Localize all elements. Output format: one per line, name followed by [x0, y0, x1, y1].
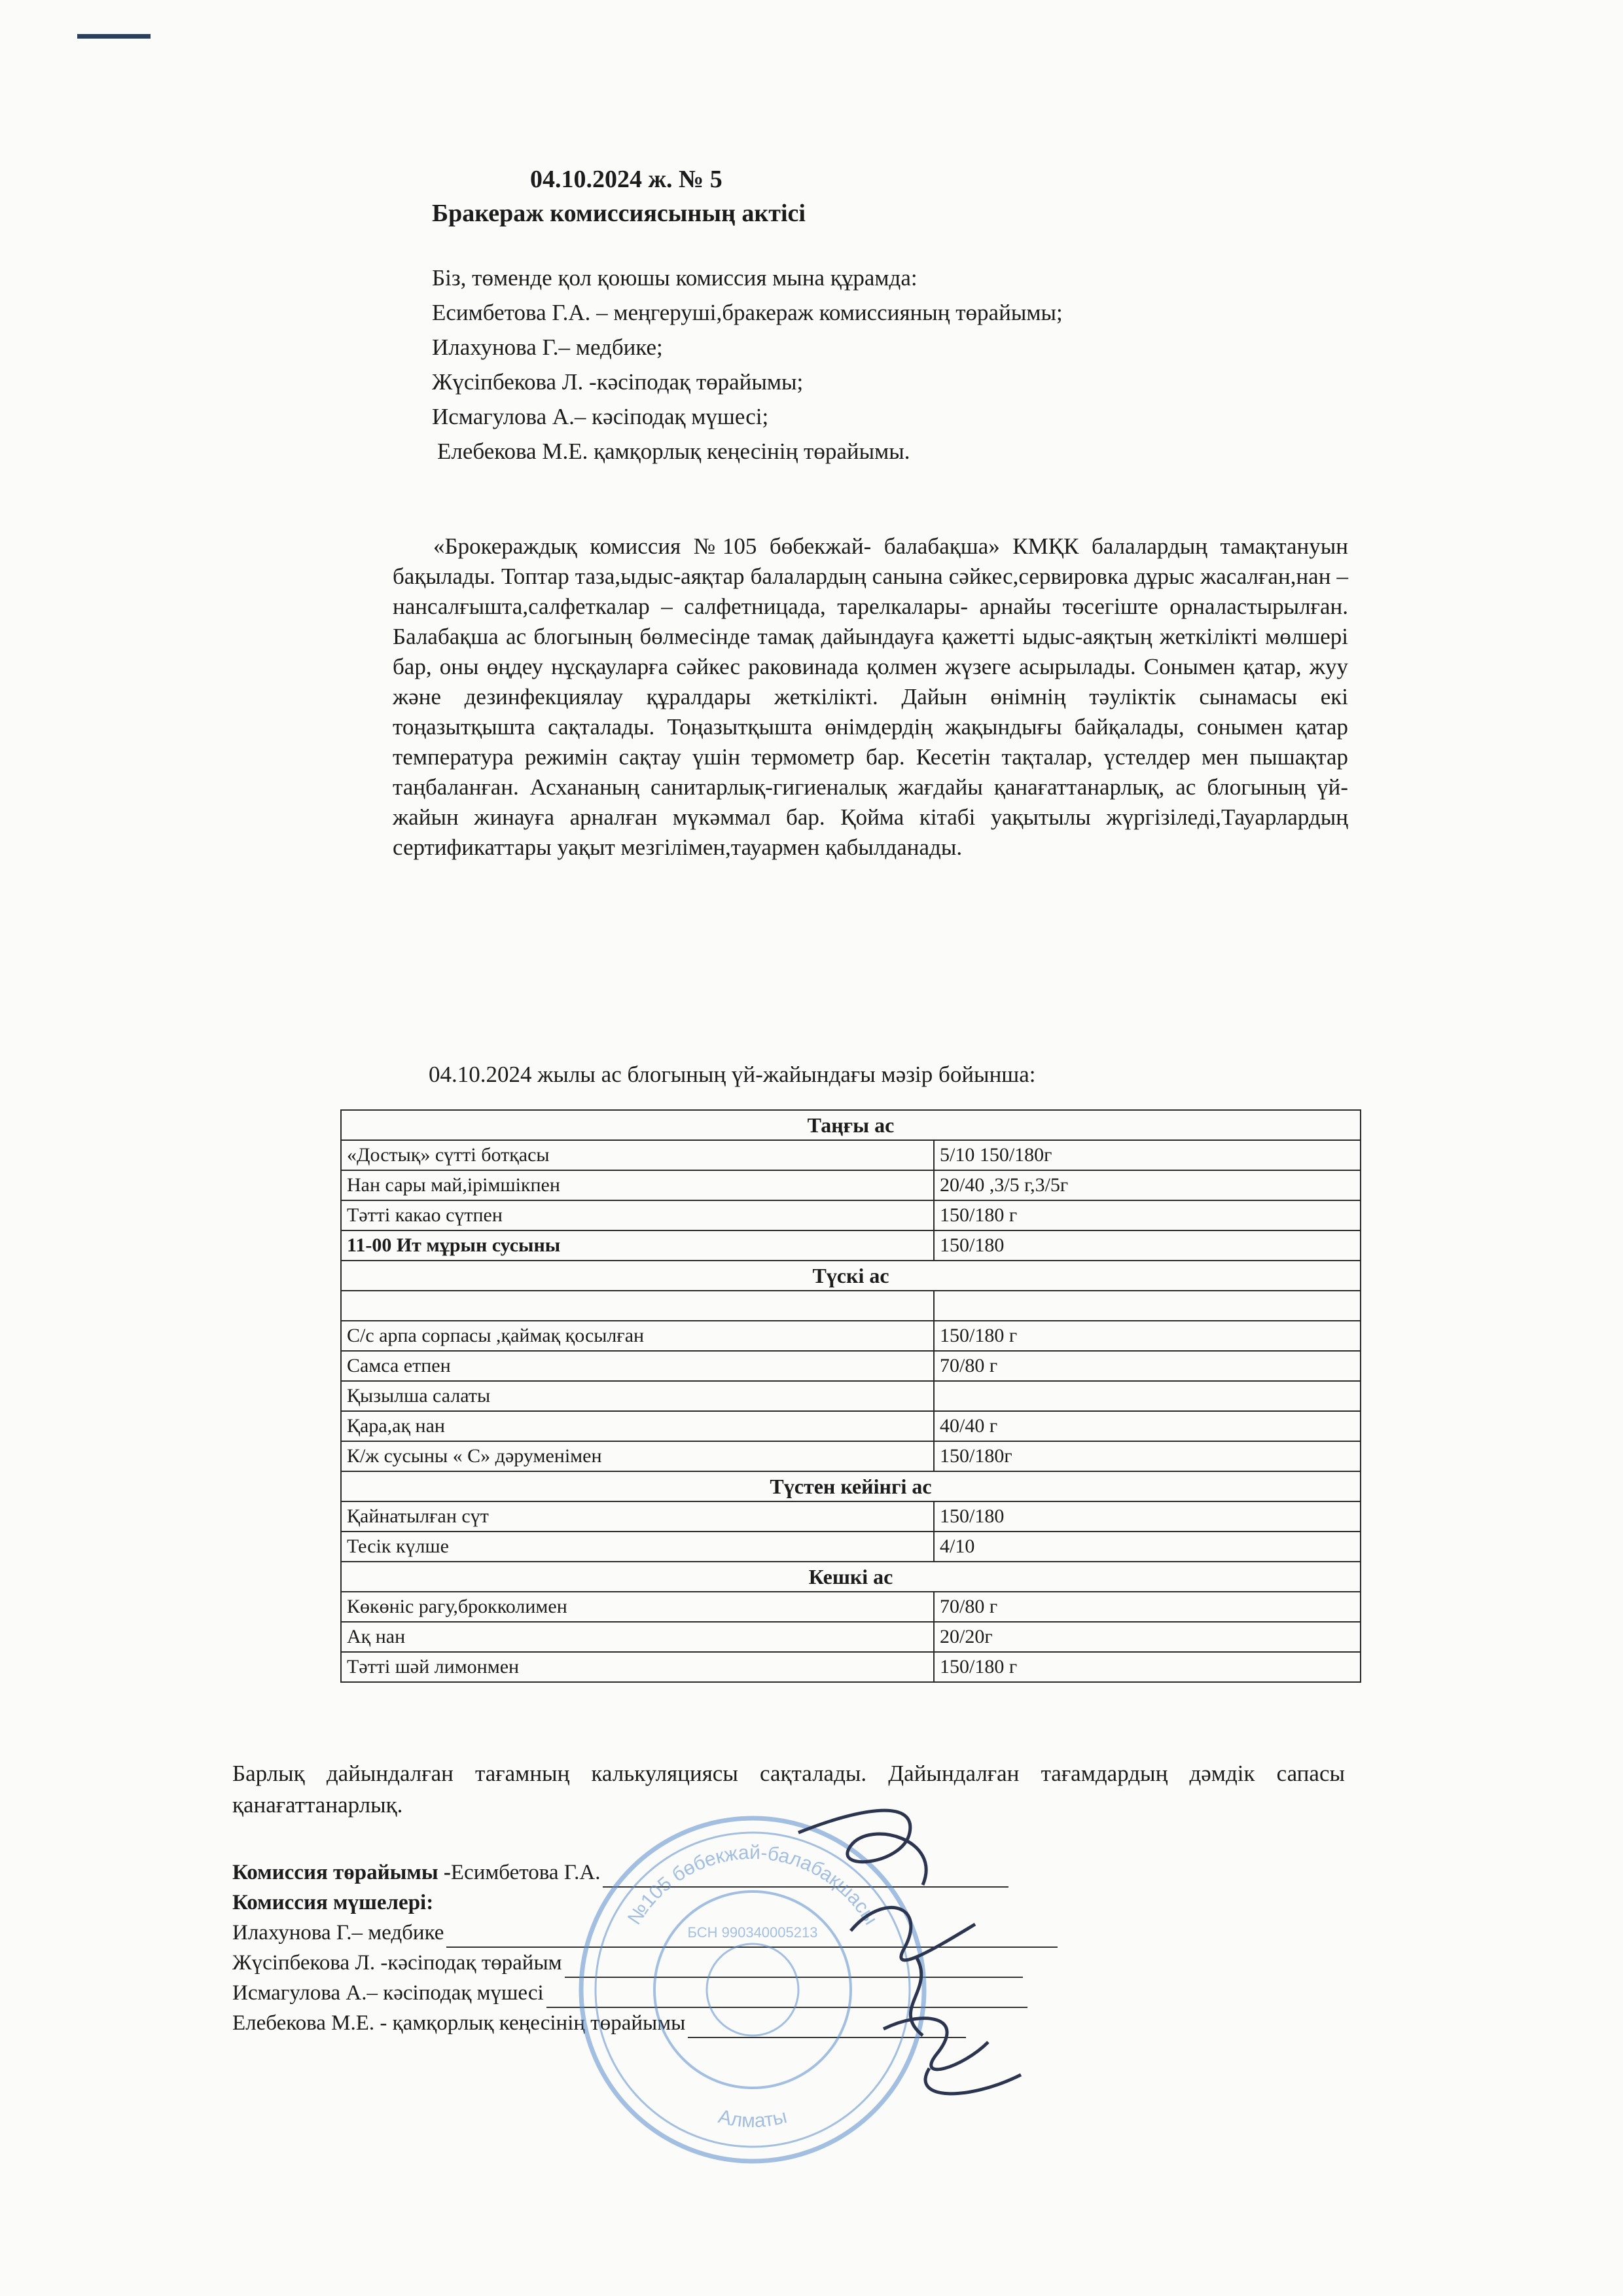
dish-name: 11-00 Ит мұрын сусыны [341, 1230, 934, 1261]
chair-name: Есимбетова Г.А. [450, 1861, 601, 1884]
menu-intro: 04.10.2024 жылы ас блогының үй-жайындағы мәзір бойынша: [429, 1062, 1036, 1087]
commission-member: Жүсіпбекова Л. -кәсіподақ төрайымы; [432, 369, 804, 395]
menu-item-row [341, 1652, 1361, 1682]
dish-name: Нан сары май,ірімшікпен [341, 1170, 934, 1200]
portion-size: 150/180 [934, 1501, 1361, 1532]
menu-item-row [341, 1170, 1361, 1200]
portion-size [934, 1291, 1361, 1321]
handwritten-signature-icon [772, 1793, 1047, 2134]
dish-name: «Достық» сүтті ботқасы [341, 1140, 934, 1170]
portion-size: 70/80 г [934, 1351, 1361, 1381]
portion-size: 20/40 ,3/5 г,3/5г [934, 1170, 1361, 1200]
menu-section-title: Түстен кейінгі ас [341, 1471, 1361, 1501]
menu-item-row [341, 1592, 1361, 1622]
svg-text:БСН 990340005213: БСН 990340005213 [687, 1924, 818, 1941]
member-signature-name: Илахунова Г.– медбике [232, 1921, 444, 1945]
portion-size: 150/180г [934, 1441, 1361, 1471]
commission-member: Есимбетова Г.А. – меңгеруші,бракераж комиссияның төрайымы; [432, 300, 1063, 325]
menu-section-row [341, 1471, 1361, 1501]
date-number-line: 04.10.2024 ж. № 5 [530, 166, 722, 193]
dish-name: Тесік күлше [341, 1532, 934, 1562]
portion-size: 70/80 г [934, 1592, 1361, 1622]
menu-item-row [341, 1291, 1361, 1321]
commission-intro [432, 260, 1063, 469]
chair-label: Комиссия төрайымы - [232, 1861, 451, 1884]
inspection-paragraph: «Брокераждық комиссия №105 бөбекжай- балабақша» КМҚК балалардың тамақтануын бақылады. Топтар таза,ыдыс-аяқтар балалардың санына сәйкес,сервировка дұрыс жасалған,нан –нансалғышта,салфеткалар – салфетницада, тарелкалары- арнайы төсегіште орналастырылған. Балабақша ас блогының бөлмесінде тамақ дайындауға қажетті ыдыс-аяқтың жеткілікті мөлшері бар, оны өңдеу нұсқауларға сәйкес раковинада қолмен жүзеге асырылады. Сонымен қатар, жуу және дезинфекциялау құралдары жеткілікті. Дайын өнімнің тәуліктік сынамасы екі тоңазытқышта сақталады. Тоңазытқышта өнімдердің жақындығы байқалады, сонымен қатар температура режимін сақтау үшін термометр бар. Кесетін тақталар, үстелдер мен пышақтар таңбаланған. Асхананың санитарлық-гигиеналық жағдайы қанағаттанарлық, ас блогының үй-жайын жинауға арналған мүкәммал бар. Қойма кітабі уақытылы жүргізіледі,Тауарлардың сертификаттары уақыт мезгілімен,тауармен қабылданады. [393, 533, 1348, 860]
dish-name: Самса етпен [341, 1351, 934, 1381]
dish-name: К/ж сусыны « С» дәруменімен [341, 1441, 934, 1471]
portion-size: 40/40 г [934, 1411, 1361, 1441]
menu-section-title: Кешкі ас [341, 1562, 1361, 1592]
member-signature-name: Елебекова М.Е. - қамқорлық кеңесінің төрайымы [232, 2011, 686, 2035]
portion-size: 150/180 г [934, 1200, 1361, 1230]
menu-item-row [341, 1140, 1361, 1170]
dish-name: Көкөніс рагу,брокколимен [341, 1592, 934, 1622]
commission-member: Елебекова М.Е. қамқорлық кеңесінің төрайымы. [437, 439, 910, 464]
menu-item-row [341, 1622, 1361, 1652]
svg-text:Алматы: Алматы [716, 2106, 789, 2132]
menu-item-row [341, 1501, 1361, 1532]
menu-section-row [341, 1110, 1361, 1140]
menu-section-title: Таңғы ас [341, 1110, 1361, 1140]
commission-member: Исмагулова А.– кәсіподақ мүшесі; [432, 404, 769, 429]
member-signature-name: Исмагулова А.– кәсіподақ мүшесі [232, 1981, 544, 2005]
dish-name: Ақ нан [341, 1622, 934, 1652]
menu-item-row [341, 1532, 1361, 1562]
menu-item-row [341, 1441, 1361, 1471]
portion-size: 5/10 150/180г [934, 1140, 1361, 1170]
menu-section-row [341, 1562, 1361, 1592]
dish-name: Тәтті какао сүтпен [341, 1200, 934, 1230]
portion-size [934, 1381, 1361, 1411]
portion-size: 150/180 г [934, 1321, 1361, 1351]
dish-name: С/с арпа сорпасы ,қаймақ қосылған [341, 1321, 934, 1351]
dish-name: Қайнатылған сүт [341, 1501, 934, 1532]
menu-section-row [341, 1261, 1361, 1291]
menu-item-row [341, 1381, 1361, 1411]
portion-size: 150/180 [934, 1230, 1361, 1261]
menu-item-row [341, 1351, 1361, 1381]
menu-item-row [341, 1411, 1361, 1441]
menu-item-row [341, 1321, 1361, 1351]
menu-item-row [341, 1230, 1361, 1261]
conclusion-text: Барлық дайындалған тағамның калькуляциясы сақталады. Дайындалған тағамдардың дәмдік сапасы қанағаттанарлық. [232, 1761, 1345, 1818]
members-label: Комиссия мүшелері: [232, 1891, 434, 1914]
member-signature-name: Жүсіпбекова Л. -кәсіподақ төрайым [232, 1951, 562, 1975]
dish-name: Қара,ақ нан [341, 1411, 934, 1441]
menu-table [340, 1109, 1361, 1683]
dish-name [341, 1291, 934, 1321]
inspection-body [393, 531, 1348, 863]
dish-name: Тәтті шәй лимонмен [341, 1652, 934, 1682]
intro-lead: Біз, төменде қол қоюшы комиссия мына құрамда: [432, 265, 918, 291]
top-edge-mark [77, 34, 151, 39]
portion-size: 4/10 [934, 1532, 1361, 1562]
commission-member: Илахунова Г.– медбике; [432, 334, 663, 360]
menu-section-title: Түскі ас [341, 1261, 1361, 1291]
portion-size: 20/20г [934, 1622, 1361, 1652]
document-title: Бракераж комиссиясының актісі [432, 200, 806, 227]
svg-text:№105 бөбекжай-балабақшасы: №105 бөбекжай-балабақшасы [623, 1841, 882, 1929]
menu-item-row [341, 1200, 1361, 1230]
portion-size: 150/180 г [934, 1652, 1361, 1682]
dish-name: Қызылша салаты [341, 1381, 934, 1411]
document-header [432, 162, 806, 230]
